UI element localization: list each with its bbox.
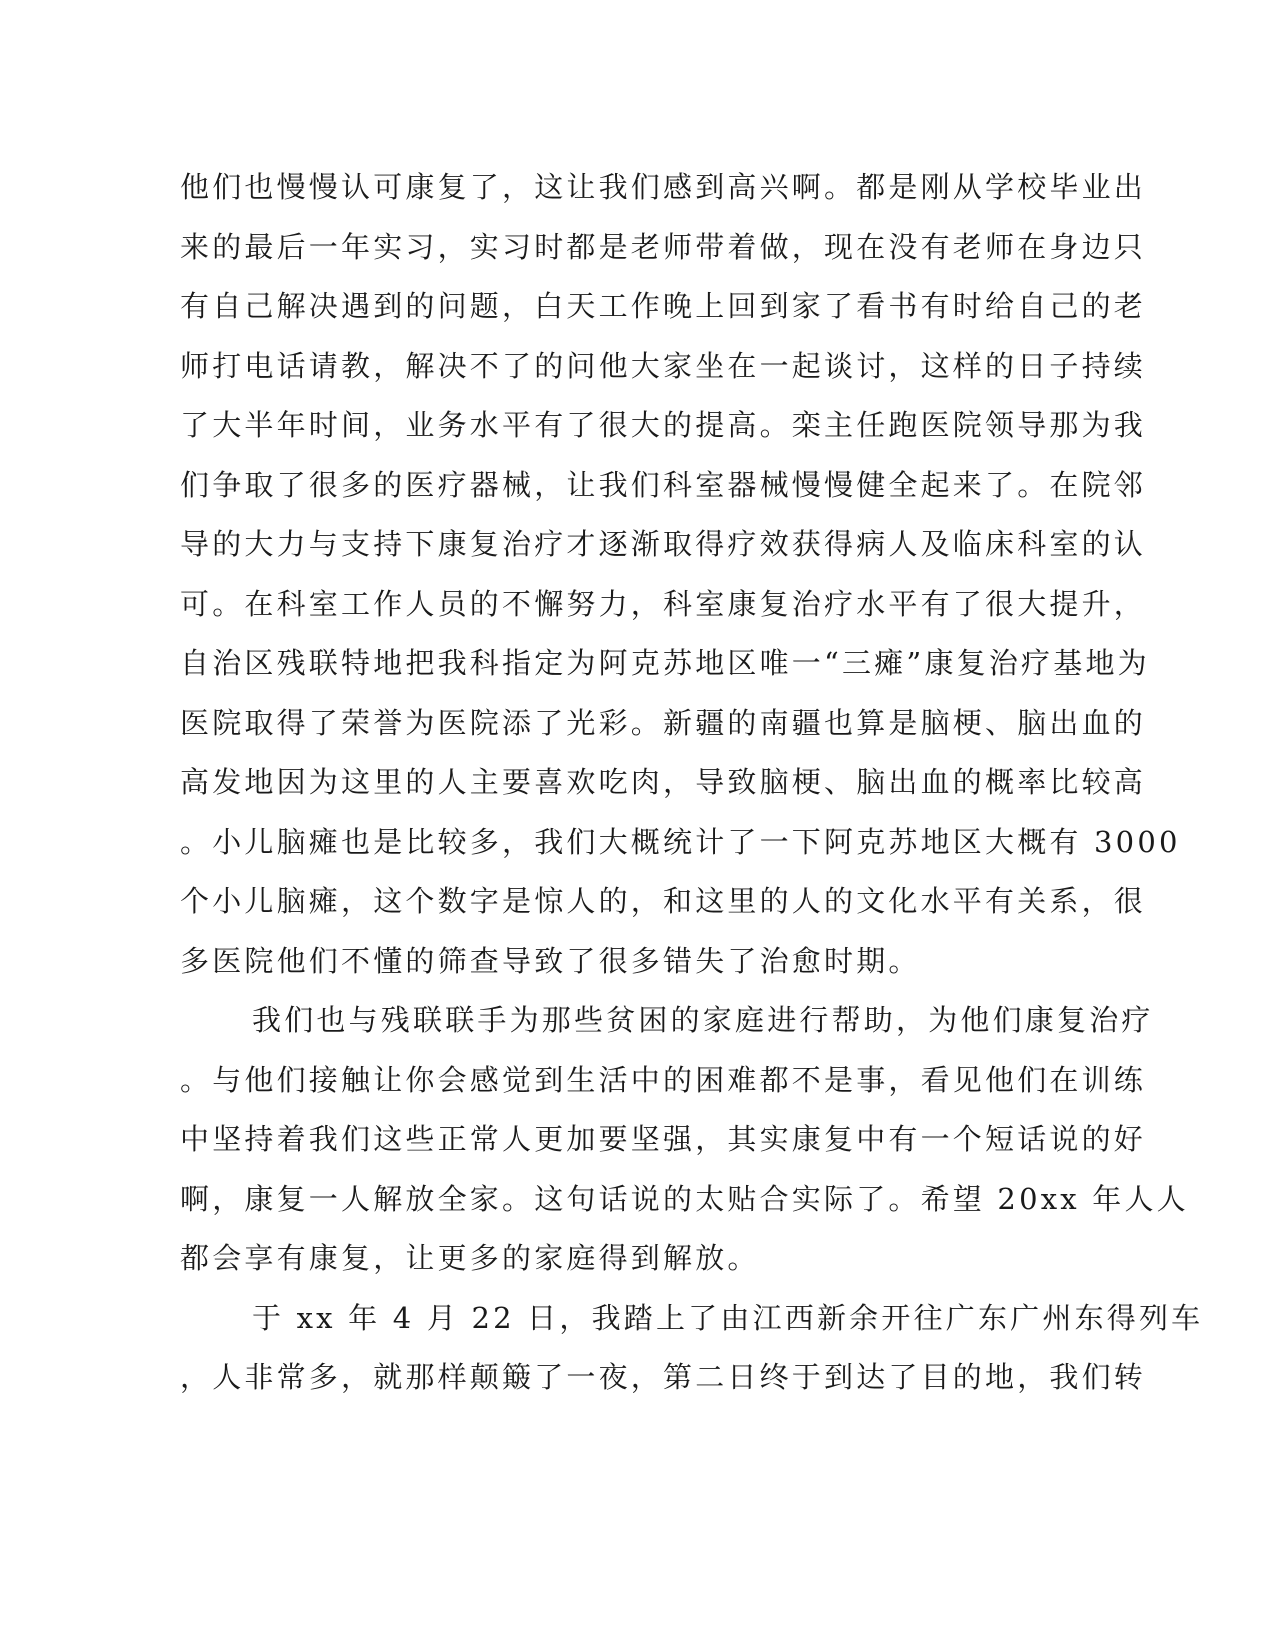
text-line: 中坚持着我们这些正常人更加要坚强，其实康复中有一个短话说的好 [180, 1122, 1147, 1156]
text-line: 医院取得了荣誉为医院添了光彩。新疆的南疆也算是脑梗、脑出血的 [180, 705, 1147, 740]
text-line: 高发地因为这里的人主要喜欢吃肉，导致脑梗、脑出血的概率比较高 [180, 765, 1147, 799]
paragraph-2 [180, 991, 1189, 1289]
text-line: 们争取了很多的医疗器械，让我们科室器械慢慢健全起来了。在院邻 [180, 467, 1147, 502]
text-line: 他们也慢慢认可康复了，这让我们感到高兴啊。都是刚从学校毕业出 [180, 170, 1147, 204]
text-line: 啊，康复一人解放全家。这句话说的太贴合实际了。希望 20xx 年人人 [180, 1181, 1189, 1216]
text-line: 可。在科室工作人员的不懈努力，科室康复治疗水平有了很大提升， [180, 586, 1147, 621]
text-line: 。与他们接触让你会感觉到生活中的困难都不是事，看见他们在训练 [180, 1062, 1147, 1097]
text-line: 于 xx 年 4 月 22 日，我踏上了由江西新余开往广东广州东得列车 [252, 1300, 1204, 1335]
text-line: 我们也与残联联手为那些贫困的家庭进行帮助，为他们康复治疗 [252, 1003, 1154, 1037]
text-line: 有自己解决遇到的问题，白天工作晚上回到家了看书有时给自己的老 [180, 289, 1147, 323]
text-line: 多医院他们不懂的筛查导致了很多错失了治愈时期。 [180, 943, 921, 978]
text-line: 都会享有康复，让更多的家庭得到解放。 [180, 1241, 760, 1275]
text-line: ，人非常多，就那样颠簸了一夜，第二日终于到达了目的地，我们转 [180, 1360, 1147, 1394]
text-line: 导的大力与支持下康复治疗才逐渐取得疗效获得病人及临床科室的认 [180, 527, 1147, 561]
text-line: 个小儿脑瘫，这个数字是惊人的，和这里的人的文化水平有关系，很 [180, 884, 1147, 918]
paragraph-1 [180, 158, 1181, 991]
document-body [180, 158, 1204, 1408]
text-line: 。小儿脑瘫也是比较多，我们大概统计了一下阿克苏地区大概有 3000 [180, 824, 1181, 859]
text-line: 了大半年时间，业务水平有了很大的提高。栾主任跑医院领导那为我 [180, 408, 1147, 442]
text-line: 自治区残联特地把我科指定为阿克苏地区唯一“三瘫”康复治疗基地为 [180, 646, 1150, 680]
text-line: 来的最后一年实习，实习时都是老师带着做，现在没有老师在身边只 [180, 229, 1147, 264]
paragraph-3 [180, 1289, 1204, 1408]
text-line: 师打电话请教，解决不了的问他大家坐在一起谈讨，这样的日子持续 [180, 348, 1147, 383]
